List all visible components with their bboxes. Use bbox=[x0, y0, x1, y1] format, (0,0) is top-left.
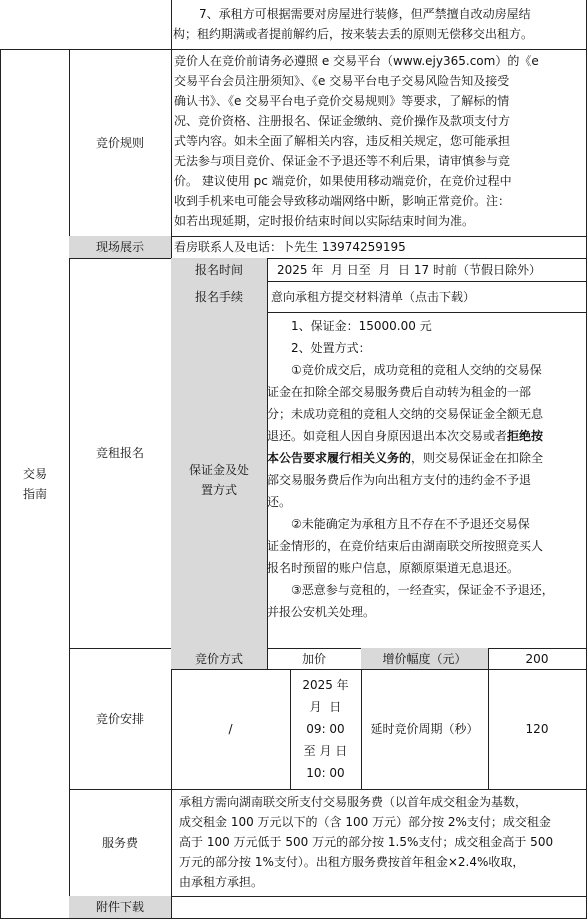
attachments-label-text: 附件下载 bbox=[95, 900, 144, 914]
deposit-line: 证金情形的，在竞价结束后由湖南联交所按照竞买人 bbox=[267, 539, 544, 553]
auction-label bbox=[69, 648, 172, 790]
rules-label-text: 竞价规则 bbox=[95, 135, 144, 150]
registration-time-label-text: 报名时间 bbox=[194, 262, 243, 277]
top-clause-line-1: 7、承租方可根据需要对房屋进行装修，但严禁擅自改动房屋结 bbox=[199, 7, 531, 21]
deposit-line: 并报公安机关处理。 bbox=[267, 605, 376, 619]
section-label-trade-guide bbox=[0, 49, 70, 919]
rules-line: 竞价人在竞价前请务必遵照 e 交易平台（www.ejy365.com）的《e bbox=[174, 54, 539, 68]
deposit-line: ②未能确定为承租方且不存在不予退还交易保 bbox=[291, 517, 530, 531]
deposit-bold-text: 本公告要求履行相关义务的 bbox=[267, 451, 412, 465]
deposit-text: 退还。如竞租人因自身原因退出本次交易或者 bbox=[267, 429, 508, 443]
service-fee-line: 万元的部分按 1%支付）。出租方服务费按首年租金×2.4%收取， bbox=[179, 855, 525, 869]
deposit-label bbox=[171, 312, 268, 649]
deposit-line: 还。 bbox=[267, 495, 292, 509]
rules-line: 式等内容。如未全面了解相关内容，违反相关规定，您可能承担 bbox=[174, 134, 511, 148]
registration-label bbox=[69, 258, 172, 649]
deposit-line bbox=[267, 425, 586, 447]
auction-slash-cell bbox=[171, 669, 291, 790]
registration-time-text: 2025 年 月 日至 月 日 17 时前（节假日除外） bbox=[277, 262, 541, 277]
material-list-download-link[interactable]: 意向承租方提交材料清单（点击下载） bbox=[271, 289, 476, 304]
top-clause-line-2: 构；租约期满或者提前解约后，按来装去丢的原则无偿移交出租方。 bbox=[173, 27, 534, 41]
registration-procedure-link[interactable] bbox=[267, 281, 587, 313]
delay-period-label bbox=[361, 669, 489, 790]
deposit-line: 分；未成功竞租的竞租人交纳的交易保证金全额无息 bbox=[267, 407, 544, 421]
increment-label-text: 增价幅度（元） bbox=[382, 651, 467, 666]
increment-label bbox=[361, 648, 489, 670]
rules-line: 确认书》、《e 交易平台电子竞价交易规则》等要求，了解标的情 bbox=[174, 94, 510, 108]
top-clause-left-blank bbox=[0, 0, 172, 50]
service-fee-content bbox=[171, 789, 587, 897]
deposit-label-line-1: 保证金及处 bbox=[188, 463, 249, 477]
rules-line: 交易平台会员注册须知》、《e 交易平台电子交易风险告知及接受 bbox=[174, 74, 510, 88]
section-label-line-1: 交易 bbox=[22, 466, 47, 481]
top-clause-cell bbox=[171, 0, 587, 50]
attachments-label bbox=[69, 896, 172, 919]
rules-line: 况、竞价资格、注册报名、保证金缴纳、竞价操作及款项支付方 bbox=[174, 114, 511, 128]
auction-time-cell bbox=[290, 669, 362, 790]
service-fee-label-text: 服务费 bbox=[101, 835, 138, 850]
auction-label-text: 竞价安排 bbox=[95, 711, 144, 726]
registration-procedure-label bbox=[171, 281, 268, 313]
auction-time-line: 10: 00 bbox=[306, 766, 345, 780]
registration-procedure-label-text: 报名手续 bbox=[194, 289, 243, 304]
deposit-bold-text: 拒绝按 bbox=[507, 429, 544, 443]
deposit-line: 证金在扣除全部交易服务费后自动转为租金的一部 bbox=[267, 385, 532, 399]
auction-time-line: 至 月 日 bbox=[303, 744, 348, 758]
service-fee-line: 由承租方承担。 bbox=[179, 875, 264, 889]
auction-time-line: 月 日 bbox=[309, 700, 342, 714]
viewing-contact-text: 看房联系人及电话：卜先生 13974259195 bbox=[174, 240, 406, 254]
service-fee-line: 成交租金 100 万元以下的（含 100 万元）部分按 2%支付；成交租金 bbox=[179, 815, 551, 829]
rules-label bbox=[69, 49, 172, 237]
rules-line: 如若出现延期，定时报价结束时间以实际结束时间为准。 bbox=[174, 214, 475, 228]
attachments-content[interactable] bbox=[171, 896, 587, 919]
deposit-line bbox=[267, 447, 586, 469]
auction-method-value-text: 加价 bbox=[301, 651, 326, 666]
deposit-line: 部交易服务费后作为向出租方支付的违约金不予退 bbox=[267, 473, 532, 487]
viewing-label bbox=[69, 236, 172, 259]
auction-slash-text: / bbox=[228, 722, 233, 736]
deposit-line: ③恶意参与竞租的，一经查实，保证金不予退还， bbox=[291, 583, 554, 597]
deposit-disposal-heading: 2、处置方式： bbox=[291, 341, 371, 355]
rules-line: 无法参与项目竞价、保证金不予退还等不利后果，请审慎参与竞 bbox=[174, 154, 511, 168]
deposit-label-line-2: 置方式 bbox=[200, 483, 237, 497]
auction-time-line: 09: 00 bbox=[306, 722, 345, 736]
deposit-amount: 1、保证金：15000.00 元 bbox=[291, 319, 432, 333]
auction-method-value bbox=[267, 648, 362, 670]
deposit-line: 报名时预留的账户信息，原额原渠道无息退还。 bbox=[267, 561, 520, 575]
registration-time-value bbox=[267, 258, 587, 282]
viewing-label-text: 现场展示 bbox=[95, 240, 144, 254]
delay-period-value-text: 120 bbox=[525, 722, 549, 736]
auction-time-line: 2025 年 bbox=[302, 678, 349, 692]
delay-period-value bbox=[488, 669, 587, 790]
deposit-line: ①竞价成交后，成功竞租的竞租人交纳的交易保 bbox=[291, 363, 542, 377]
service-fee-label bbox=[69, 789, 172, 897]
registration-time-label bbox=[171, 258, 268, 282]
viewing-content bbox=[171, 236, 587, 259]
rules-content bbox=[171, 49, 587, 237]
rules-line: 收到手机来电可能会导致移动端网络中断，影响正常竞价。注： bbox=[174, 194, 511, 208]
increment-value bbox=[488, 648, 587, 670]
section-label-line-2: 指南 bbox=[22, 486, 47, 501]
registration-label-text: 竞租报名 bbox=[95, 446, 144, 460]
auction-method-label-text: 竞价方式 bbox=[194, 651, 243, 666]
delay-period-label-text: 延时竞价周期（秒） bbox=[370, 722, 479, 736]
service-fee-line: 高于 100 万元低于 500 万元的部分按 1.5%支付；成交租金高于 500 bbox=[179, 835, 554, 849]
auction-method-label bbox=[171, 648, 268, 670]
deposit-content bbox=[267, 312, 587, 649]
service-fee-line: 承租方需向湖南联交所支付交易服务费（以首年成交租金为基数， bbox=[179, 795, 528, 809]
rules-line: 价。 建议使用 pc 端竞价，如果使用移动端竞价，在竞价过程中 bbox=[174, 174, 512, 188]
deposit-text: ，则交易保证金在扣除全 bbox=[411, 451, 544, 465]
increment-value-text: 200 bbox=[525, 651, 549, 666]
